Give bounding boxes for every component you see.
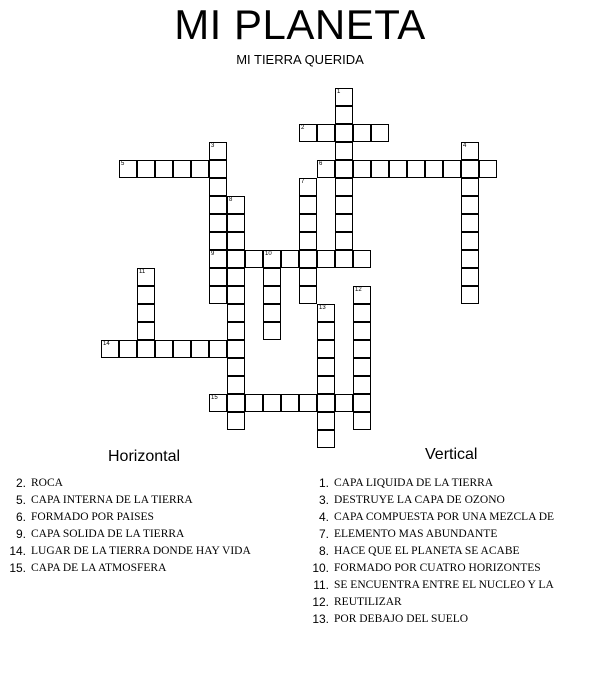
- crossword-cell[interactable]: [245, 250, 263, 268]
- crossword-cell[interactable]: [155, 340, 173, 358]
- crossword-cell[interactable]: [227, 214, 245, 232]
- crossword-cell[interactable]: [353, 322, 371, 340]
- crossword-cell[interactable]: [335, 142, 353, 160]
- crossword-cell[interactable]: [209, 286, 227, 304]
- clue-text: ELEMENTO MAS ABUNDANTE: [334, 528, 498, 540]
- crossword-cell[interactable]: [227, 394, 245, 412]
- cell-number: 6: [319, 161, 323, 167]
- down-clue: [303, 577, 600, 594]
- down-clue: [303, 611, 600, 628]
- crossword-cell[interactable]: [137, 322, 155, 340]
- clue-number: 8.: [318, 544, 329, 558]
- crossword-cell[interactable]: [317, 430, 335, 448]
- crossword-cell[interactable]: [227, 268, 245, 286]
- crossword-cell[interactable]: [227, 412, 245, 430]
- clue-text: POR DEBAJO DEL SUELO: [334, 613, 469, 625]
- clue-number: 1.: [318, 476, 329, 490]
- down-clue-list: [303, 475, 600, 628]
- crossword-cell[interactable]: [371, 160, 389, 178]
- cell-number: 2: [301, 125, 305, 131]
- crossword-cell[interactable]: [461, 250, 479, 268]
- crossword-cell[interactable]: [479, 160, 497, 178]
- crossword-cell[interactable]: [137, 160, 155, 178]
- cell-number: 15: [211, 395, 218, 401]
- crossword-cell[interactable]: [353, 358, 371, 376]
- clue-number: 2.: [15, 476, 26, 490]
- crossword-cell[interactable]: [227, 304, 245, 322]
- cell-number: 12: [355, 287, 362, 293]
- crossword-cell[interactable]: [227, 286, 245, 304]
- clue-text: SE ENCUENTRA ENTRE EL NUCLEO Y LA: [334, 579, 554, 591]
- across-clue: [0, 543, 300, 560]
- crossword-cell[interactable]: [137, 304, 155, 322]
- crossword-cell[interactable]: [263, 394, 281, 412]
- cell-number: 4: [463, 143, 467, 149]
- cell-number: 11: [139, 269, 146, 275]
- crossword-cell[interactable]: [317, 358, 335, 376]
- crossword-cell[interactable]: [299, 214, 317, 232]
- crossword-cell[interactable]: [299, 286, 317, 304]
- down-clue: [303, 526, 600, 543]
- clue-number: 5.: [15, 493, 26, 507]
- crossword-cell[interactable]: [227, 376, 245, 394]
- crossword-cell[interactable]: [335, 196, 353, 214]
- crossword-cell[interactable]: [353, 160, 371, 178]
- crossword-cell[interactable]: [227, 340, 245, 358]
- down-clue: [303, 492, 600, 509]
- crossword-cell[interactable]: [209, 142, 227, 160]
- crossword-cell[interactable]: [299, 196, 317, 214]
- crossword-cell[interactable]: [461, 232, 479, 250]
- crossword-cell[interactable]: [389, 160, 407, 178]
- across-heading: Horizontal: [108, 448, 181, 465]
- crossword-cell[interactable]: [317, 250, 335, 268]
- down-clue: [303, 475, 600, 492]
- clue-text: FORMADO POR PAISES: [31, 511, 154, 523]
- crossword-cell[interactable]: [137, 340, 155, 358]
- clue-text: FORMADO POR CUATRO HORIZONTES: [334, 562, 541, 574]
- clue-text: CAPA LIQUIDA DE LA TIERRA: [334, 477, 494, 489]
- crossword-cell[interactable]: [461, 214, 479, 232]
- crossword-cell[interactable]: [191, 340, 209, 358]
- clue-number: 6.: [15, 510, 26, 524]
- crossword-cell[interactable]: [353, 376, 371, 394]
- crossword-cell[interactable]: [317, 304, 335, 322]
- crossword-cell[interactable]: [335, 250, 353, 268]
- crossword-cell[interactable]: [335, 232, 353, 250]
- crossword-cell[interactable]: [461, 142, 479, 160]
- cell-number: 9: [211, 251, 215, 257]
- crossword-cell[interactable]: [227, 322, 245, 340]
- crossword-cell[interactable]: [443, 160, 461, 178]
- crossword-cell[interactable]: [137, 268, 155, 286]
- down-clue: [303, 594, 600, 611]
- crossword-cell[interactable]: [335, 124, 353, 142]
- clue-text: LUGAR DE LA TIERRA DONDE HAY VIDA: [31, 545, 251, 557]
- crossword-cell[interactable]: [335, 394, 353, 412]
- crossword-cell[interactable]: [317, 376, 335, 394]
- crossword-cell[interactable]: [209, 250, 227, 268]
- crossword-cell[interactable]: [209, 268, 227, 286]
- crossword-cell[interactable]: [209, 160, 227, 178]
- crossword-cell[interactable]: [317, 412, 335, 430]
- clue-text: HACE QUE EL PLANETA SE ACABE: [334, 545, 520, 557]
- cell-number: 13: [319, 305, 326, 311]
- crossword-cell[interactable]: [353, 250, 371, 268]
- down-clue: [303, 543, 600, 560]
- crossword-cell[interactable]: [335, 106, 353, 124]
- crossword-cell[interactable]: [209, 232, 227, 250]
- clue-text: CAPA DE LA ATMOSFERA: [31, 562, 167, 574]
- clue-number: 10.: [312, 561, 329, 575]
- cell-number: 14: [103, 341, 110, 347]
- crossword-cell[interactable]: [101, 340, 119, 358]
- crossword-cell[interactable]: [317, 394, 335, 412]
- crossword-cell[interactable]: [353, 124, 371, 142]
- crossword-cell[interactable]: [317, 160, 335, 178]
- clue-number: 11.: [313, 578, 329, 592]
- crossword-cell[interactable]: [353, 286, 371, 304]
- crossword-cell[interactable]: [281, 250, 299, 268]
- crossword-cell[interactable]: [317, 124, 335, 142]
- crossword-cell[interactable]: [353, 412, 371, 430]
- down-clue: [303, 509, 600, 526]
- clue-number: 13.: [312, 612, 329, 626]
- crossword-cell[interactable]: [335, 178, 353, 196]
- crossword-cell[interactable]: [317, 340, 335, 358]
- crossword-cell[interactable]: [299, 124, 317, 142]
- clue-number: 9.: [15, 527, 26, 541]
- clue-number: 15.: [9, 561, 26, 575]
- cell-number: 1: [337, 89, 341, 95]
- crossword-cell[interactable]: [407, 160, 425, 178]
- clue-text: DESTRUYE LA CAPA DE OZONO: [334, 494, 505, 506]
- crossword-cell[interactable]: [335, 160, 353, 178]
- page-title: MI PLANETA: [174, 1, 426, 48]
- crossword-cell[interactable]: [425, 160, 443, 178]
- cell-number: 10: [265, 251, 272, 257]
- crossword-cell[interactable]: [191, 160, 209, 178]
- crossword-cell[interactable]: [353, 394, 371, 412]
- across-clue: [0, 475, 300, 492]
- across-clue-list: [0, 475, 300, 577]
- clue-number: 3.: [318, 493, 329, 507]
- crossword-cell[interactable]: [461, 178, 479, 196]
- clue-number: 12.: [312, 595, 329, 609]
- clue-text: REUTILIZAR: [334, 596, 402, 608]
- crossword-cell[interactable]: [209, 196, 227, 214]
- crossword-cell[interactable]: [173, 340, 191, 358]
- crossword-cell[interactable]: [119, 340, 137, 358]
- crossword-cell[interactable]: [227, 250, 245, 268]
- crossword-cell[interactable]: [209, 394, 227, 412]
- crossword-cell[interactable]: [353, 340, 371, 358]
- crossword-cell[interactable]: [137, 286, 155, 304]
- across-clue: [0, 509, 300, 526]
- cell-number: 8: [229, 197, 233, 203]
- crossword-cell[interactable]: [299, 268, 317, 286]
- crossword-cell[interactable]: [263, 286, 281, 304]
- crossword-cell[interactable]: [263, 268, 281, 286]
- crossword-cell[interactable]: [461, 160, 479, 178]
- crossword-cell[interactable]: [299, 394, 317, 412]
- crossword-cell[interactable]: [299, 232, 317, 250]
- crossword-cell[interactable]: [281, 394, 299, 412]
- crossword-cell[interactable]: [119, 160, 137, 178]
- crossword-cell[interactable]: [335, 88, 353, 106]
- crossword-cell[interactable]: [461, 196, 479, 214]
- clue-text: ROCA: [31, 477, 63, 489]
- crossword-cell[interactable]: [263, 322, 281, 340]
- crossword-cell[interactable]: [335, 214, 353, 232]
- crossword-cell[interactable]: [209, 340, 227, 358]
- across-clue: [0, 560, 300, 577]
- cell-number: 5: [121, 161, 125, 167]
- crossword-cell[interactable]: [155, 160, 173, 178]
- cell-number: 3: [211, 143, 215, 149]
- clue-number: 4.: [318, 510, 329, 524]
- crossword-cell[interactable]: [263, 304, 281, 322]
- clue-text: CAPA INTERNA DE LA TIERRA: [31, 494, 193, 506]
- crossword-cell[interactable]: [227, 358, 245, 376]
- down-clue: [303, 560, 600, 577]
- crossword-cell[interactable]: [263, 250, 281, 268]
- crossword-cell[interactable]: [245, 394, 263, 412]
- crossword-cell[interactable]: [461, 286, 479, 304]
- down-heading: Vertical: [425, 446, 478, 463]
- crossword-cell[interactable]: [227, 232, 245, 250]
- crossword-cell[interactable]: [371, 124, 389, 142]
- crossword-cell[interactable]: [173, 160, 191, 178]
- page-subtitle: MI TIERRA QUERIDA: [236, 52, 364, 67]
- across-clue: [0, 526, 300, 543]
- clue-text: CAPA SOLIDA DE LA TIERRA: [31, 528, 185, 540]
- crossword-cell[interactable]: [209, 214, 227, 232]
- crossword-cell[interactable]: [209, 178, 227, 196]
- crossword-cell[interactable]: [353, 304, 371, 322]
- crossword-cell[interactable]: [299, 250, 317, 268]
- clue-number: 7.: [318, 527, 329, 541]
- across-clue: [0, 492, 300, 509]
- cell-number: 7: [301, 179, 305, 185]
- clue-number: 14.: [9, 544, 26, 558]
- clue-text: CAPA COMPUESTA POR UNA MEZCLA DE: [334, 511, 555, 523]
- crossword-cell[interactable]: [227, 196, 245, 214]
- crossword-cell[interactable]: [299, 178, 317, 196]
- crossword-cell[interactable]: [317, 322, 335, 340]
- crossword-cell[interactable]: [461, 268, 479, 286]
